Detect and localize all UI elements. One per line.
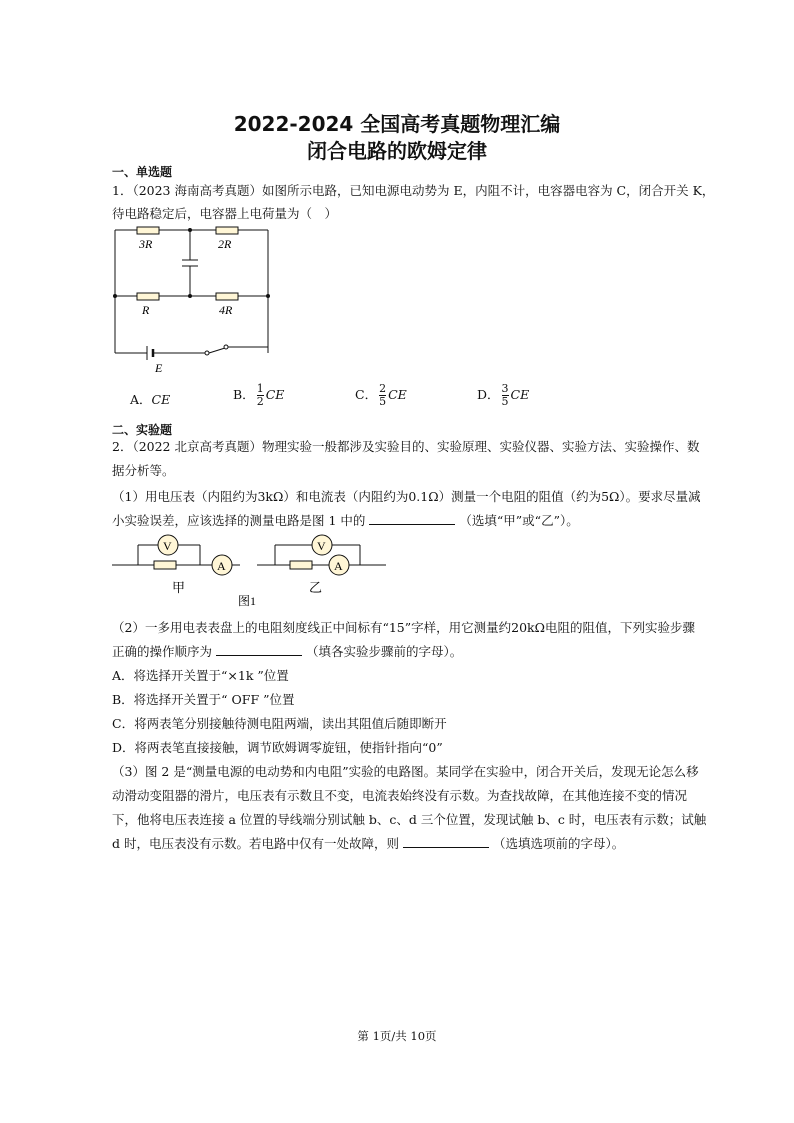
fig1-circuits [110, 532, 395, 610]
answer-blank-3[interactable] [403, 835, 489, 848]
q2-step-c: C．将两表笔分别接触待测电阻两端，读出其阻值后随即断开 [112, 716, 447, 731]
q2-part1-line1: （1）用电压表（内阻约为3kΩ）和电流表（内阻约为0.1Ω）测量一个电阻的阻值（约为5Ω）。要求尽量减 [112, 489, 701, 504]
resistor-r [137, 293, 159, 300]
answer-blank-1[interactable] [369, 512, 455, 525]
label-4r: 4R [219, 303, 233, 317]
resistor-2r [216, 227, 238, 234]
svg-text:A: A [217, 559, 226, 573]
fraction-1-2: $\frac{1}{2}$ [256, 382, 264, 408]
q1-text-line2: 待电路稳定后，电容器上电荷量为（ ） [112, 206, 338, 221]
section-heading-single-choice: 一、单选题 [112, 165, 173, 179]
label-yi: 乙 [309, 580, 323, 595]
q1-text-line1: 1．（2023 海南高考真题）如图所示电路，已知电源电动势为 E，内阻不计，电容器电容为 C，闭合开关 K， [112, 183, 715, 198]
q2-part3-line1: （3）图 2 是“测量电源的电动势和内电阻”实验的电路图。某同学在实验中，闭合开关后，发现无论怎么移 [112, 764, 699, 779]
q2-part2-line1: （2）一多用电表表盘上的电阻刻度线正中间标有“15”字样，用它测量约20kΩ电阻的阻值，下列实验步骤 [112, 620, 695, 635]
document-subtitle: 闭合电路的欧姆定律 [307, 139, 487, 163]
q2-text-line2: 据分析等。 [112, 463, 175, 478]
q2-step-a: A．将选择开关置于“×1k ”位置 [112, 668, 289, 683]
answer-blank-2[interactable] [216, 643, 302, 656]
resistor-jia [154, 561, 176, 569]
q2-part2-line2: 正确的操作顺序为 （填各实验步骤前的字母）。 [112, 644, 463, 659]
q2-text-line1: 2．（2022 北京高考真题）物理实验一般都涉及实验目的、实验原理、实验仪器、实验方法、实验操作、数 [112, 439, 700, 454]
resistor-4r [216, 293, 238, 300]
resistor-3r [137, 227, 159, 234]
label-r: R [142, 303, 150, 317]
q1-choice-b[interactable]: B． $\frac{1}{2}$ CE [233, 382, 285, 408]
label-jia: 甲 [172, 580, 186, 595]
q2-part3-line2: 动滑动变阻器的滑片，电压表有示数且不变，电流表始终没有示数。为查找故障，在其他连接不变的情况 [112, 788, 688, 803]
label-e: E [155, 361, 163, 375]
svg-text:V: V [317, 539, 326, 553]
q2-part3-line3: 下，他将电压表连接 a 位置的导线端分别试触 b、c、d 三个位置，发现试触 b、c 时，电压表有示数；试触 [112, 812, 707, 827]
q2-step-b: B．将选择开关置于“ OFF ”位置 [112, 692, 295, 707]
q1-choice-c[interactable]: C． $\frac{2}{5}$ CE [355, 382, 407, 408]
q2-part1-line2: 小实验误差，应该选择的测量电路是图 1 中的 （选填“甲”或“乙”）。 [112, 513, 579, 528]
q2-part3-line4: d 时，电压表没有示数。若电路中仅有一处故障，则 （选填选项前的字母）。 [112, 836, 625, 851]
fig1-caption: 图1 [238, 594, 257, 608]
section-heading-experiment: 二、实验题 [112, 423, 173, 437]
page-footer: 第 1页/共 10页 [357, 1029, 437, 1043]
q1-choice-a[interactable]: A．CE [130, 392, 171, 407]
fraction-3-5: $\frac{3}{5}$ [501, 382, 509, 408]
fraction-2-5: $\frac{2}{5}$ [379, 382, 387, 408]
q2-step-d: D．将两表笔直接接触，调节欧姆调零旋钮，使指针指向“0” [112, 740, 443, 755]
q1-choice-d[interactable]: D． $\frac{3}{5}$ CE [477, 382, 530, 408]
resistor-yi [290, 561, 312, 569]
q1-circuit-diagram [105, 222, 280, 377]
label-2r: 2R [218, 237, 232, 251]
svg-text:A: A [334, 559, 343, 573]
document-title: 2022-2024 全国高考真题物理汇编 [233, 112, 561, 136]
svg-text:V: V [163, 539, 172, 553]
label-3r: 3R [139, 237, 153, 251]
